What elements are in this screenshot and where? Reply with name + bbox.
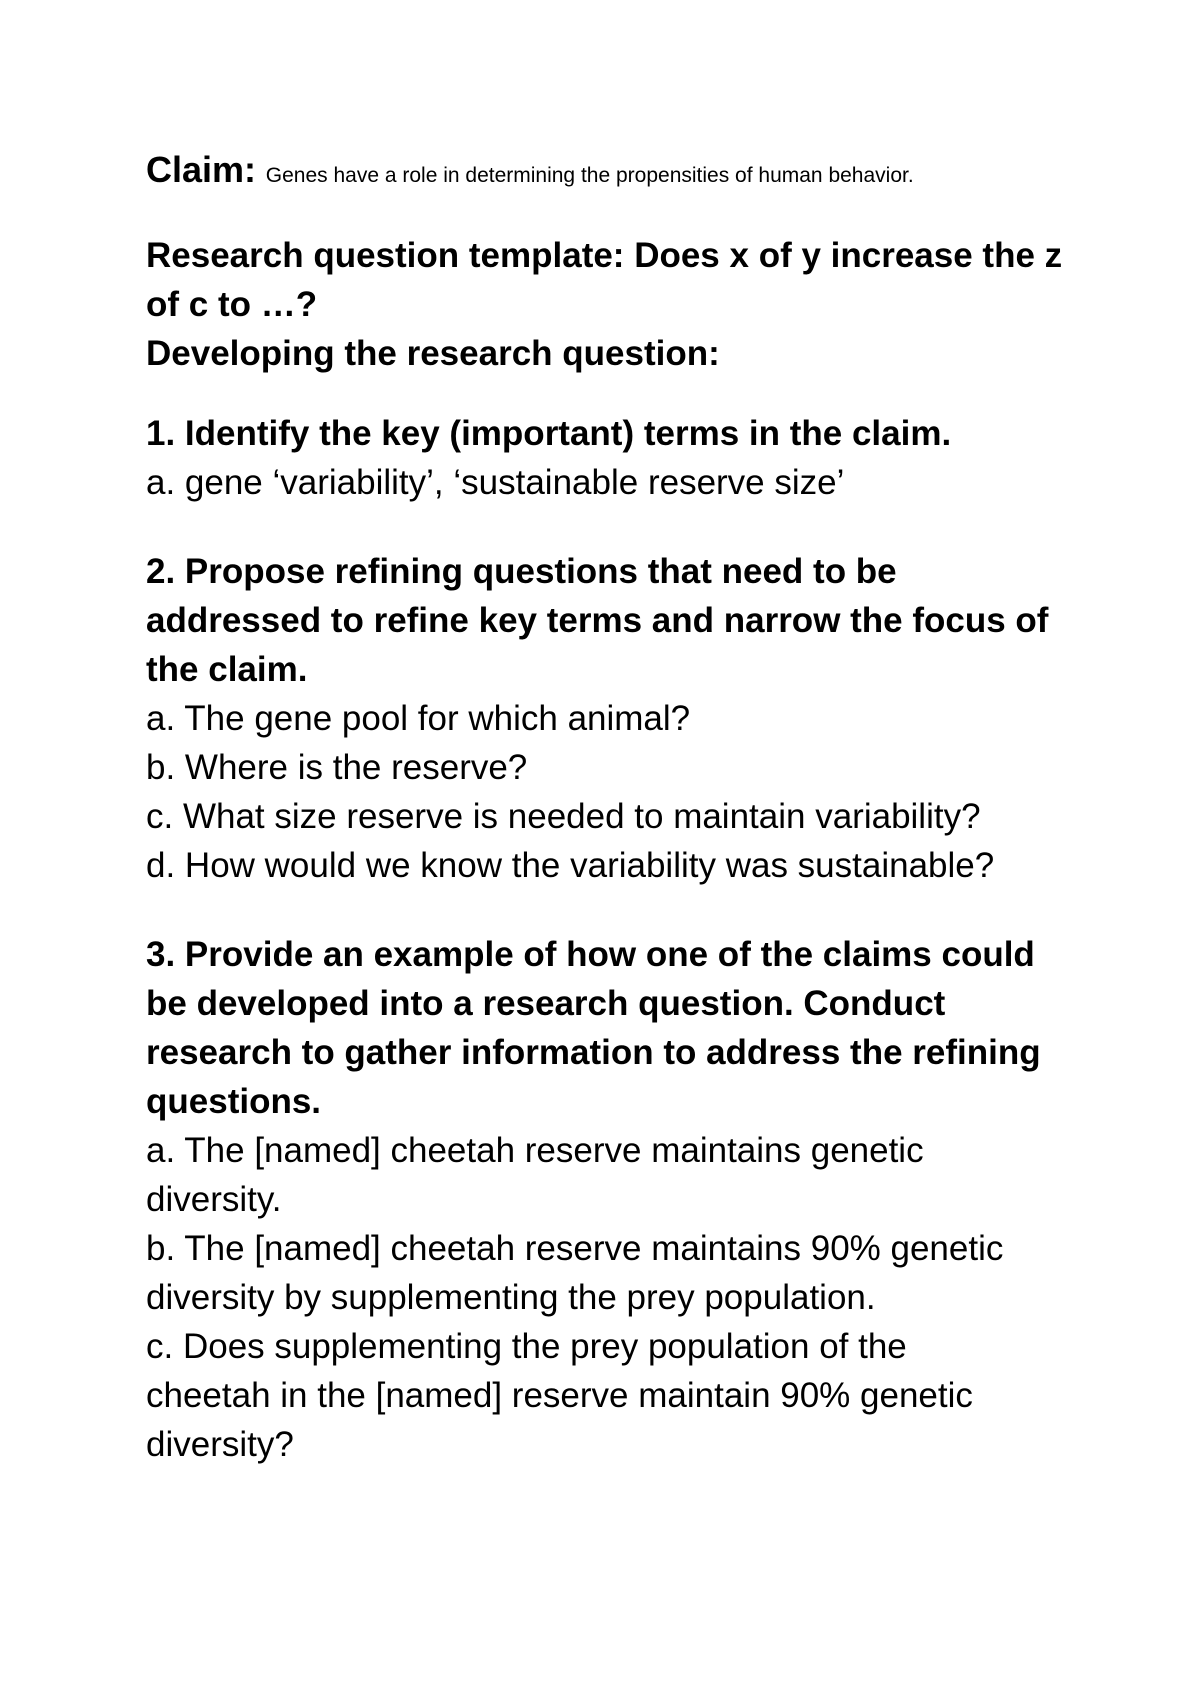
step-item: cheetah in the [named] reserve maintain 90% genetic bbox=[146, 1376, 973, 1415]
step-heading-line: addressed to refine key terms and narrow the focus of bbox=[146, 601, 1049, 640]
step-2 bbox=[146, 547, 1086, 890]
template-line: Research question template: Does x of y increase the z bbox=[146, 236, 1063, 275]
step-item: diversity? bbox=[146, 1425, 294, 1464]
document-body bbox=[146, 148, 1086, 1469]
step-item: c. Does supplementing the prey population of the bbox=[146, 1327, 907, 1366]
step-item: a. The [named] cheetah reserve maintains genetic bbox=[146, 1131, 924, 1170]
template-line: of c to …? bbox=[146, 285, 318, 324]
step-heading-line: research to gather information to address the refining bbox=[146, 1033, 1041, 1072]
developing-heading: Developing the research question: bbox=[146, 334, 720, 373]
step-item: c. What size reserve is needed to maintain variability? bbox=[146, 797, 981, 836]
step-heading-line: be developed into a research question. Conduct bbox=[146, 984, 946, 1023]
step-heading-line: 3. Provide an example of how one of the claims could bbox=[146, 935, 1035, 974]
step-heading-line: 2. Propose refining questions that need to be bbox=[146, 552, 897, 591]
step-3 bbox=[146, 930, 1086, 1469]
step-1 bbox=[146, 409, 1086, 507]
step-item: a. The gene pool for which animal? bbox=[146, 699, 691, 738]
claim-text: Genes have a role in determining the propensities of human behavior. bbox=[265, 164, 914, 187]
step-item: b. Where is the reserve? bbox=[146, 748, 528, 787]
step-heading-line: questions. bbox=[146, 1082, 322, 1121]
step-item: d. How would we know the variability was sustainable? bbox=[146, 846, 995, 885]
step-heading: 1. Identify the key (important) terms in the claim. bbox=[146, 414, 952, 453]
step-item: diversity by supplementing the prey population. bbox=[146, 1278, 876, 1317]
step-item: diversity. bbox=[146, 1180, 282, 1219]
document-page bbox=[146, 148, 1086, 1469]
step-item: a. gene ‘variability’, ‘sustainable reserve size’ bbox=[146, 463, 845, 502]
claim-line bbox=[146, 148, 1086, 198]
step-item: b. The [named] cheetah reserve maintains 90% genetic bbox=[146, 1229, 1004, 1268]
claim-label: Claim: bbox=[146, 149, 257, 190]
step-heading-line: the claim. bbox=[146, 650, 308, 689]
research-question-template bbox=[146, 231, 1086, 329]
